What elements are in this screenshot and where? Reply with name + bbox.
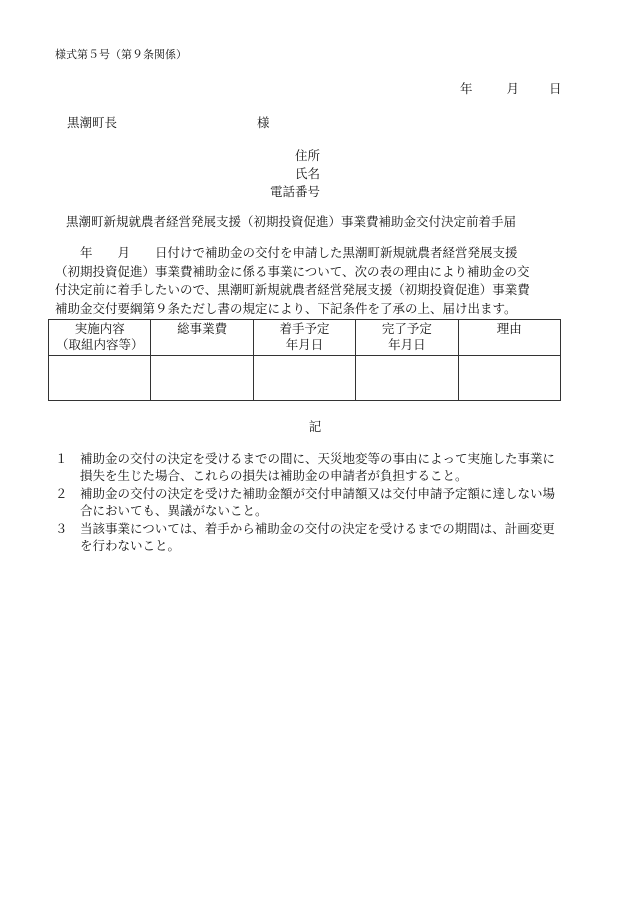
condition-number: ３: [55, 521, 68, 536]
addressee-name: 黒潮町長: [67, 115, 118, 130]
cell-reason[interactable]: [458, 356, 560, 401]
cell-end-date[interactable]: [356, 356, 458, 401]
col-end-date: 完了予定 年月日: [356, 320, 458, 356]
list-item: [55, 520, 565, 554]
condition-text: 当該事業については、着手から補助金の交付の決定を受けるまでの期間は、計画変更を行わないこと。: [80, 521, 555, 553]
form-number: 様式第５号（第９条関係）: [55, 48, 187, 61]
table-header-row: [49, 320, 561, 356]
body-paragraph: [55, 244, 565, 318]
condition-text: 補助金の交付の決定を受けるまでの間に、天災地変等の事由によって実施した事業に損失を生じた場合、これらの損失は補助金の申請者が負担すること。: [80, 451, 556, 483]
plan-table: [48, 319, 561, 401]
table-row: [49, 356, 561, 401]
list-item: [55, 450, 565, 484]
body-line: （初期投資促進）事業費補助金に係る事業について、次の表の理由により補助金の交: [55, 263, 530, 279]
body-line: 年 月 日付けで補助金の交付を申請した黒潮町新規就農者経営発展支援: [55, 245, 518, 260]
date-month: 月: [506, 81, 520, 96]
cell-start-date[interactable]: [253, 356, 355, 401]
condition-number: ２: [55, 486, 68, 501]
col-content: 実施内容 （取組内容等）: [49, 320, 151, 356]
date-line: [460, 79, 562, 97]
date-day: 日: [549, 81, 562, 96]
addressee-honorific: 様: [257, 115, 270, 130]
cell-content[interactable]: [49, 356, 151, 401]
col-start-date: 着手予定 年月日: [253, 320, 355, 356]
conditions-list: [55, 450, 565, 555]
condition-number: １: [55, 451, 68, 466]
col-total-cost: 総事業費: [151, 320, 253, 356]
body-line: 付決定前に着手したいので、黒潮町新規就農者経営発展支援（初期投資促進）事業費: [55, 282, 530, 297]
body-line: 補助金交付要綱第９条ただし書の規定により、下記条件を了承の上、届け出ます。: [55, 300, 517, 316]
cell-total-cost[interactable]: [151, 356, 253, 401]
col-reason: 理由: [458, 320, 560, 356]
applicant-phone-label: 電話番号: [269, 184, 320, 199]
condition-text: 補助金の交付の決定を受けた補助金額が交付申請額又は交付申請予定額に達しない場合においても、異議がないこと。: [80, 486, 556, 518]
date-year: 年: [460, 81, 473, 96]
applicant-name-label: 氏名: [294, 166, 320, 181]
document-title: 黒潮町新規就農者経営発展支援（初期投資促進）事業費補助金交付決定前着手届: [66, 214, 517, 229]
ki-heading: 記: [308, 419, 322, 434]
list-item: [55, 485, 565, 519]
applicant-address-label: 住所: [294, 148, 320, 163]
